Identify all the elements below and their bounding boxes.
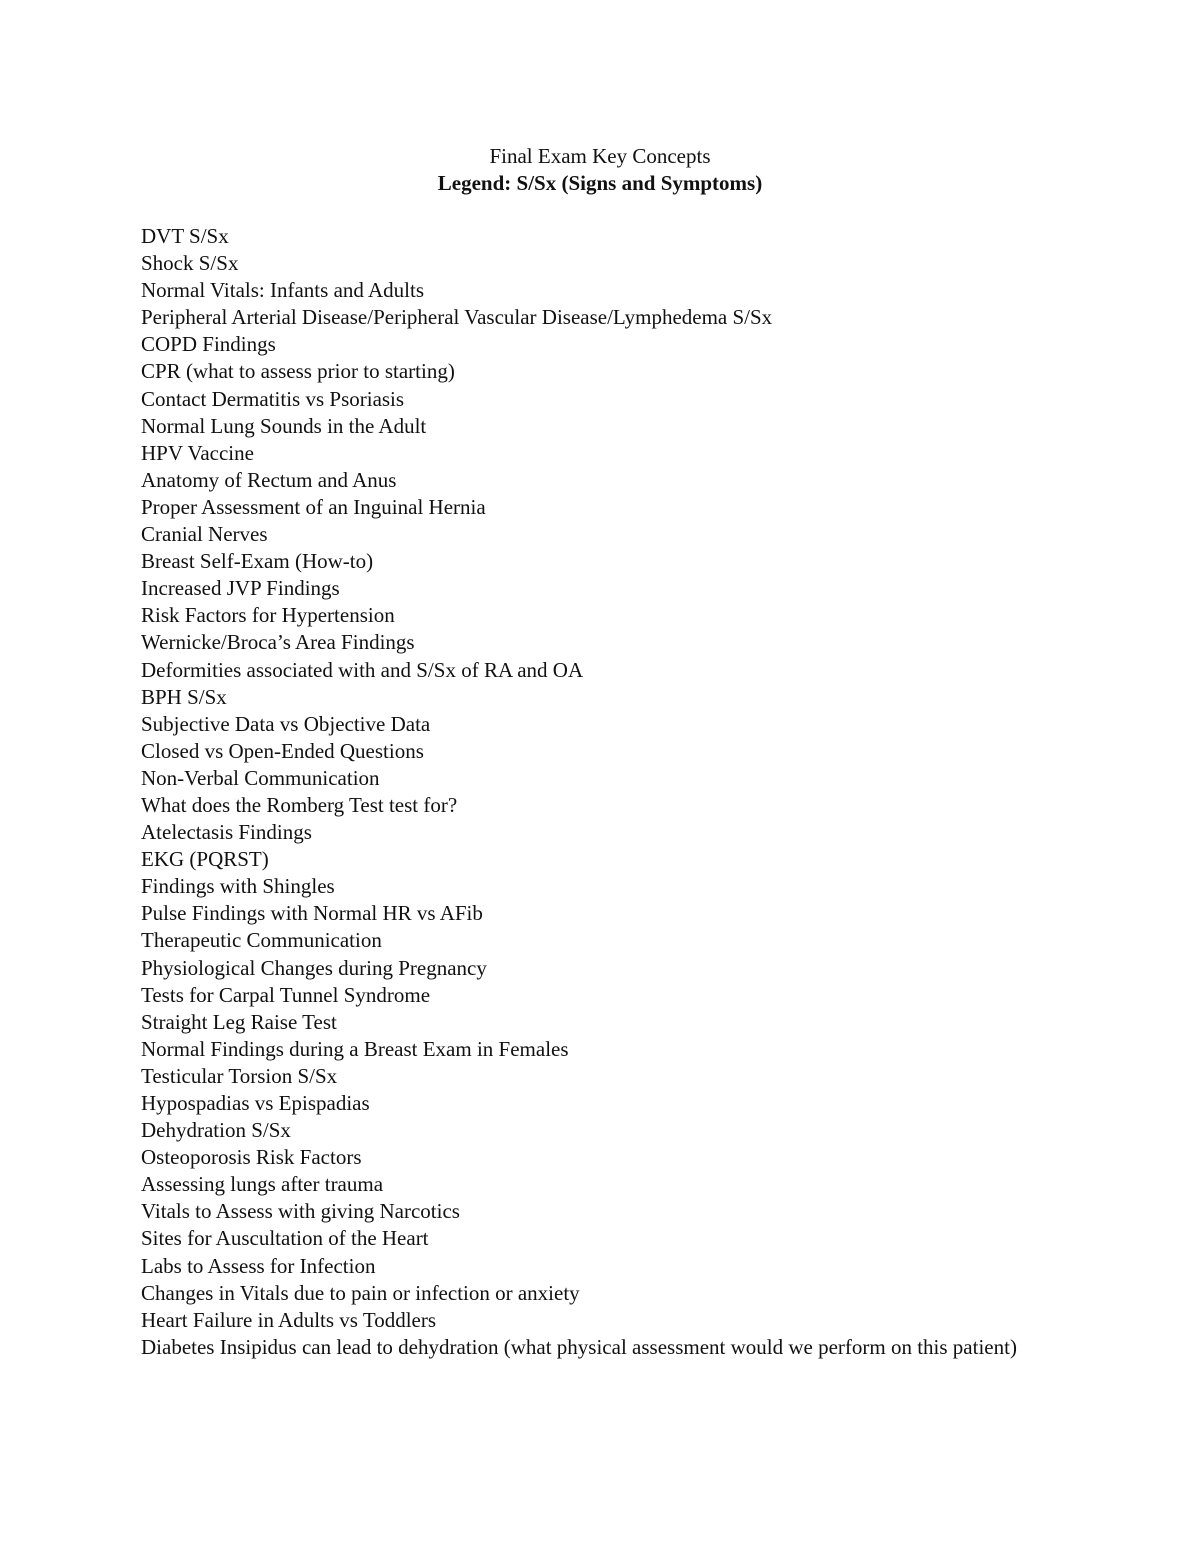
list-item: Labs to Assess for Infection (141, 1253, 376, 1278)
list-item: Anatomy of Rectum and Anus (141, 467, 397, 492)
list-item: Physiological Changes during Pregnancy (141, 955, 487, 980)
list-item: Peripheral Arterial Disease/Peripheral Vascular Disease/Lymphedema S/Sx (141, 305, 773, 330)
list-item: EKG (PQRST) (141, 847, 269, 872)
list-item: Diabetes Insipidus can lead to dehydration (what physical assessment would we perform on this patient) (141, 1334, 1017, 1359)
list-item: Normal Lung Sounds in the Adult (141, 413, 427, 438)
list-item: What does the Romberg Test test for? (141, 792, 458, 817)
page-title: Final Exam Key Concepts (489, 144, 711, 168)
list-item: Shock S/Sx (141, 251, 239, 276)
list-item: Testicular Torsion S/Sx (141, 1063, 338, 1088)
list-item: Dehydration S/Sx (141, 1118, 291, 1143)
list-item: Closed vs Open-Ended Questions (141, 738, 424, 763)
legend-subtitle: Legend: S/Sx (Signs and Symptoms) (437, 171, 763, 195)
list-item: Atelectasis Findings (141, 820, 312, 845)
list-item: BPH S/Sx (141, 684, 227, 709)
list-item: Normal Vitals: Infants and Adults (141, 278, 424, 303)
topic-list (141, 223, 1061, 1361)
list-item: COPD Findings (141, 332, 276, 357)
list-item: Changes in Vitals due to pain or infection or anxiety (141, 1280, 580, 1305)
list-item: Cranial Nerves (141, 522, 268, 547)
list-item: Findings with Shingles (141, 874, 335, 899)
list-item: Pulse Findings with Normal HR vs AFib (141, 901, 483, 926)
list-item: Assessing lungs after trauma (141, 1172, 384, 1197)
list-item: Heart Failure in Adults vs Toddlers (141, 1307, 437, 1332)
list-item: Increased JVP Findings (141, 576, 340, 601)
list-item: Subjective Data vs Objective Data (141, 711, 431, 736)
list-item: CPR (what to assess prior to starting) (141, 359, 455, 384)
list-item: Vitals to Assess with giving Narcotics (141, 1199, 460, 1224)
list-item: Straight Leg Raise Test (141, 1009, 337, 1034)
list-item: Contact Dermatitis vs Psoriasis (141, 386, 405, 411)
list-item: Non-Verbal Communication (141, 765, 380, 790)
list-item: Normal Findings during a Breast Exam in Females (141, 1036, 569, 1061)
list-item: Risk Factors for Hypertension (141, 603, 395, 628)
list-item: Sites for Auscultation of the Heart (141, 1226, 429, 1251)
list-item: Osteoporosis Risk Factors (141, 1145, 362, 1170)
list-item: Wernicke/Broca’s Area Findings (141, 630, 415, 655)
list-item: Therapeutic Communication (141, 928, 382, 953)
list-item: Deformities associated with and S/Sx of RA and OA (141, 657, 584, 682)
list-item: Proper Assessment of an Inguinal Hernia (141, 494, 486, 519)
list-item: Breast Self-Exam (How-to) (141, 549, 374, 574)
list-item: Tests for Carpal Tunnel Syndrome (141, 982, 431, 1007)
list-item: DVT S/Sx (141, 224, 229, 248)
list-item: Hypospadias vs Epispadias (141, 1091, 370, 1115)
list-item: HPV Vaccine (141, 440, 254, 465)
